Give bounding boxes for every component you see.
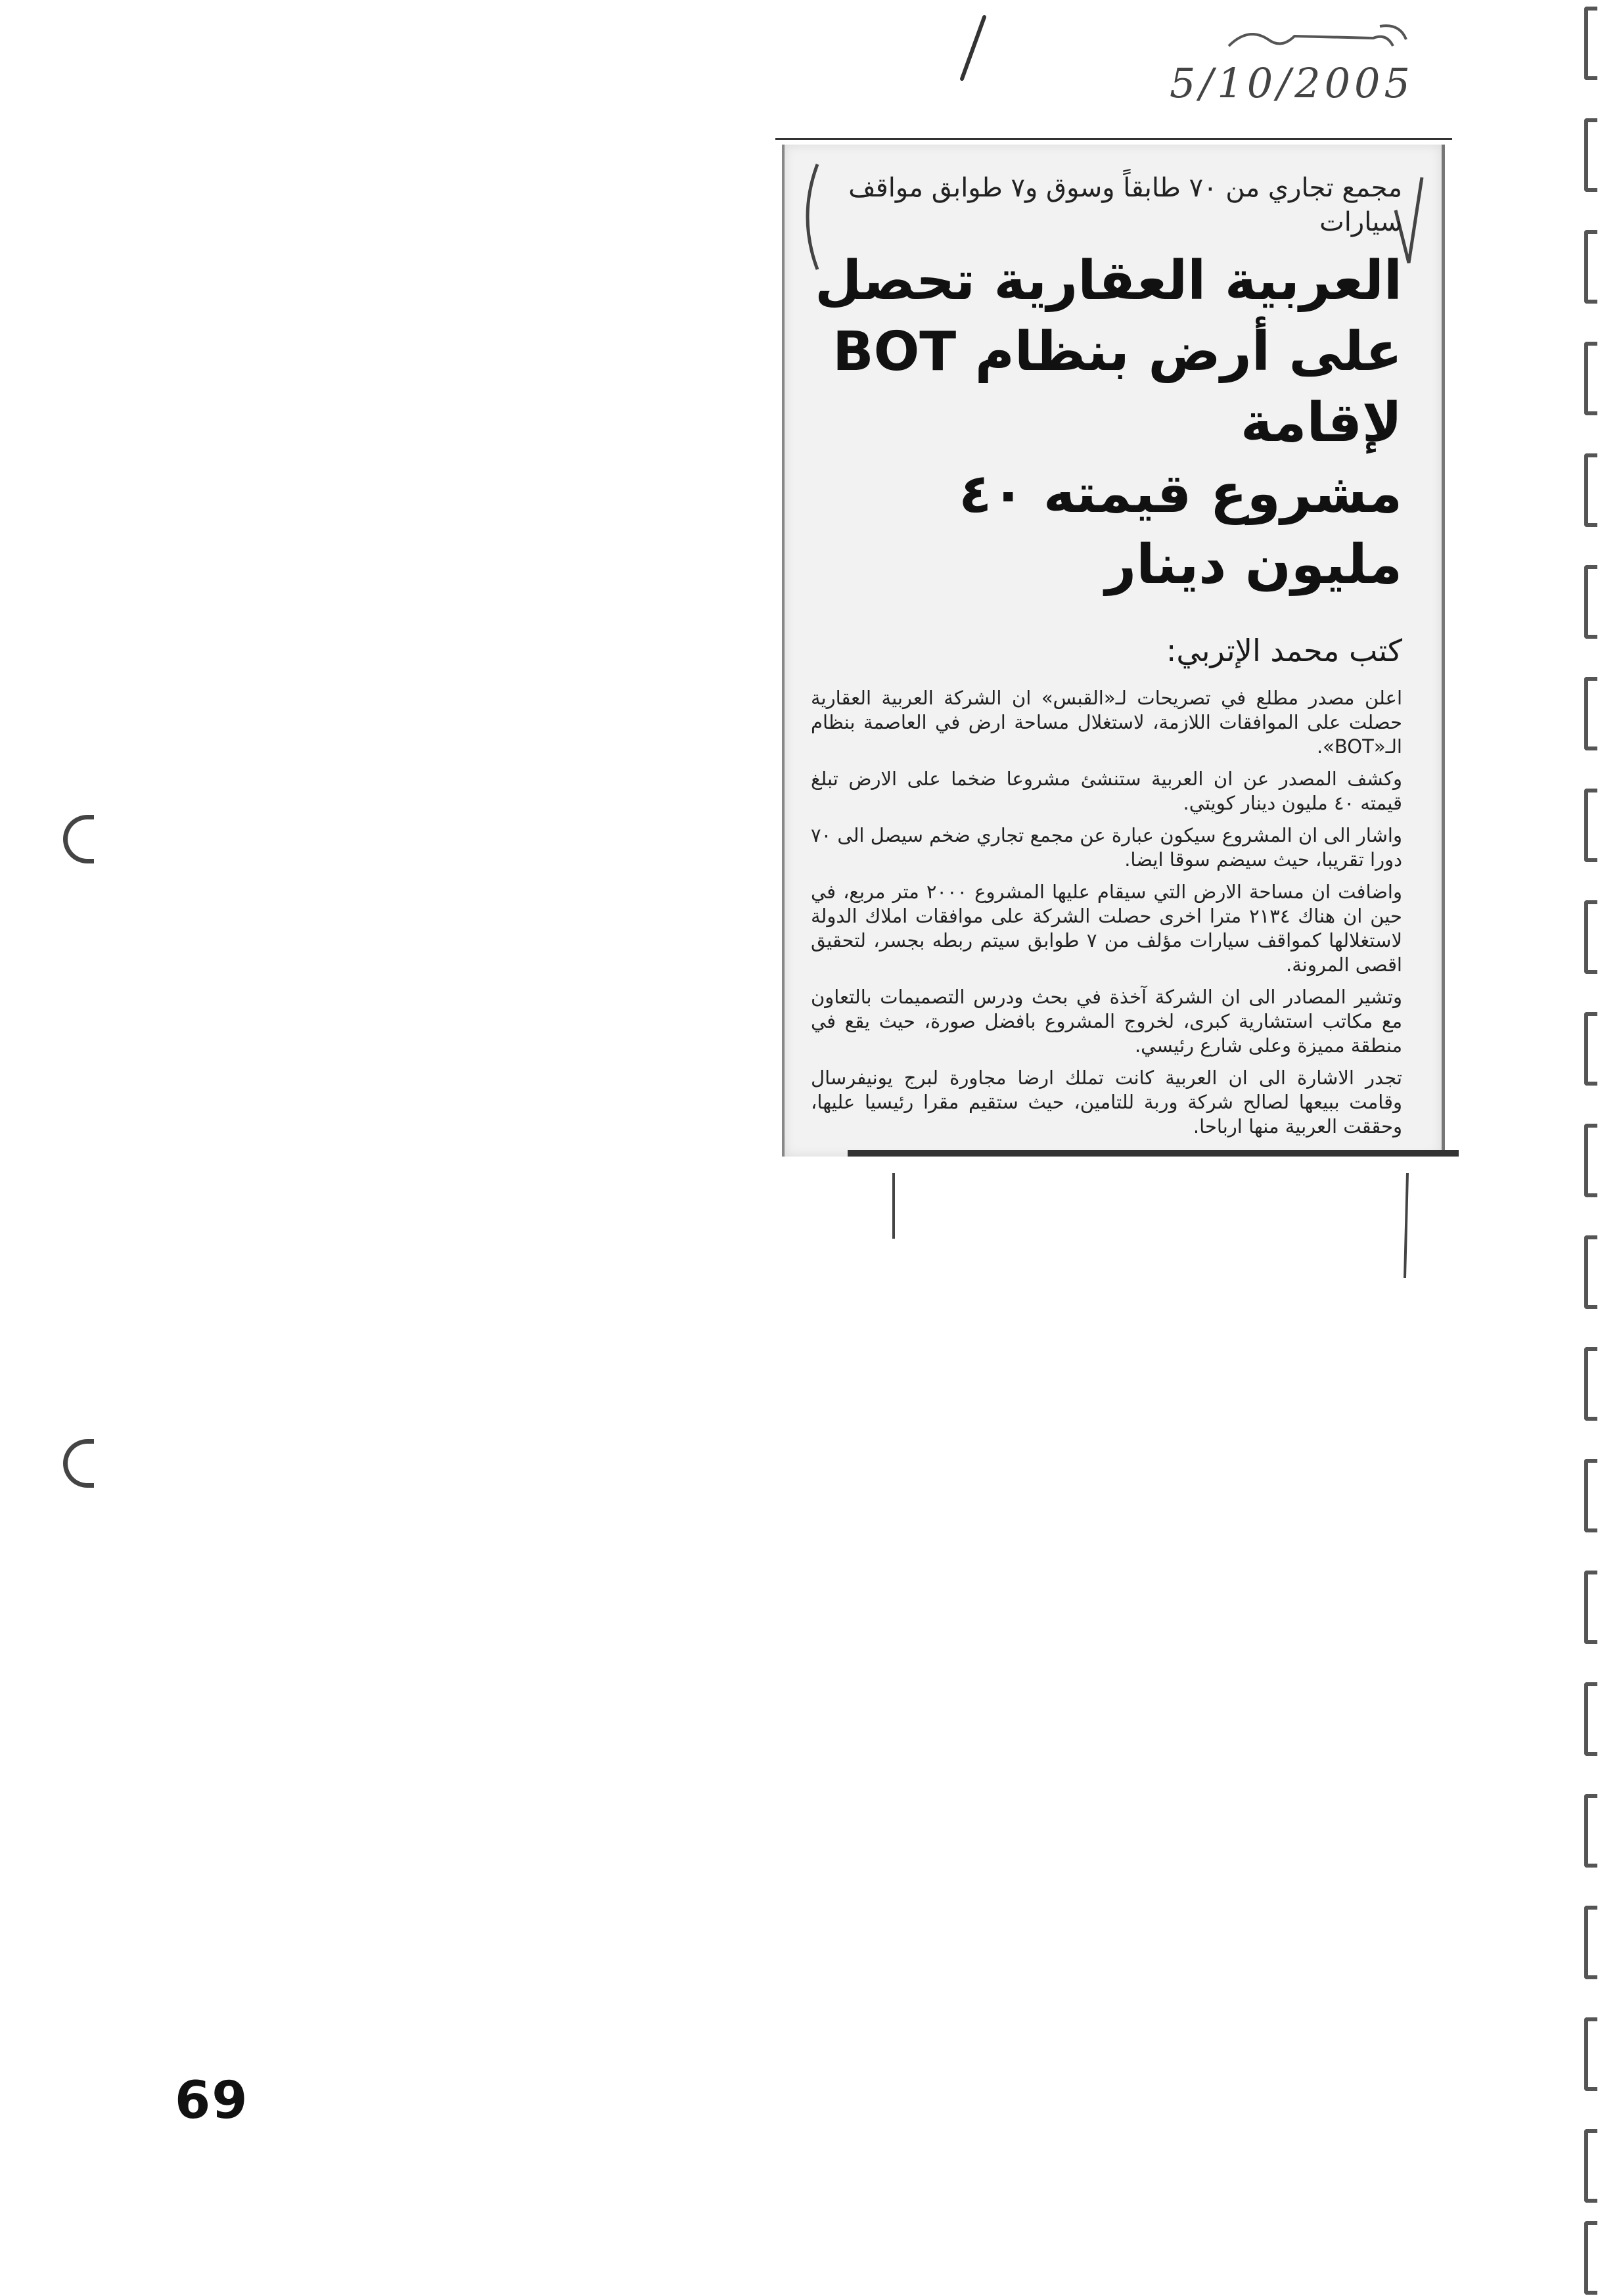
binder-hole [1584, 1235, 1597, 1309]
binder-strip [1568, 0, 1621, 2296]
article-kicker: مجمع تجاري من ٧٠ طابقاً وسوق و٧ طوابق مواقف سيارات [848, 173, 1402, 237]
binder-hole [1584, 1459, 1597, 1532]
handwritten-scribble [1222, 20, 1419, 59]
binder-hole [1584, 2221, 1597, 2295]
binder-hole [1584, 1794, 1597, 1868]
pen-mark-left [887, 1170, 900, 1242]
article-paragraph: واشار الى ان المشروع سيكون عبارة عن مجمع تجاري ضخم سيصل الى ٧٠ دورا تقريبا، حيث سيضم سوقا ايضا. [811, 824, 1402, 871]
ring-hole-mark [63, 815, 94, 863]
binder-hole [1584, 342, 1597, 415]
binder-hole [1584, 118, 1597, 192]
binder-hole [1584, 1347, 1597, 1421]
article [811, 171, 1403, 1137]
binder-hole [1584, 565, 1597, 639]
article-paragraph: واضافت ان مساحة الارض التي سيقام عليها المشروع ٢٠٠٠ متر مربع، في حين ان هناك ٢١٣٤ مترا اخرى حصلت الشركة على موافقات املاك الدولة لاستغلالها كمواقف سيارات مؤلف من ٧ طوابق سيتم ربطه بجسر، لتحقيق اقصى المرونة. [811, 881, 1403, 976]
article-byline: كتب محمد الإتربي: [1166, 633, 1402, 668]
handwritten-date: 5/10/2005 [1170, 59, 1414, 107]
article-headline-line-3: مشروع قيمته ٤٠ مليون دينار [959, 463, 1402, 596]
binder-hole [1584, 1571, 1597, 1644]
binder-hole [1584, 900, 1597, 974]
article-headline-line-2: على أرض بنظام BOT لإقامة [833, 321, 1402, 454]
clipping-top-rule [775, 138, 1452, 140]
binder-hole [1584, 677, 1597, 750]
binder-hole [1584, 789, 1597, 862]
binder-hole [1584, 2017, 1597, 2091]
binder-hole [1584, 1682, 1597, 1756]
page-number: 69 [175, 2071, 249, 2130]
article-paragraph: وكشف المصدر عن ان العربية ستنشئ مشروعا ضخما على الارض تبلغ قيمته ٤٠ مليون دينار كويتي. [811, 768, 1402, 814]
clipping-bottom-rule [848, 1150, 1459, 1157]
binder-hole [1584, 1012, 1597, 1086]
newspaper-clipping [782, 145, 1445, 1157]
article-paragraph: اعلن مصدر مطلع في تصريحات لـ«القبس» ان الشركة العربية العقارية حصلت على الموافقات اللازمة، لاستغلال مساحة ارض في العاصمة بنظام الـ«BOT». [811, 687, 1402, 758]
binder-hole [1584, 453, 1597, 527]
binder-hole [1584, 230, 1597, 304]
ring-hole-mark [63, 1439, 94, 1488]
binder-hole [1584, 1906, 1597, 1979]
binder-hole [1584, 7, 1597, 80]
binder-hole [1584, 1124, 1597, 1197]
pen-mark-right [1400, 1170, 1413, 1281]
article-headline-line-1: العربية العقارية تحصل [815, 250, 1402, 312]
binder-hole [1584, 2129, 1597, 2203]
handwritten-slash-mark [953, 13, 992, 85]
article-paragraph: وتشير المصادر الى ان الشركة آخذة في بحث ودرس التصميمات بالتعاون مع مكاتب استشارية كبرى، لخروج المشروع بافضل صورة، حيث يقع في منطقة مميزة وعلى شارع رئيسي. [811, 986, 1402, 1057]
article-paragraph: تجدر الاشارة الى ان العربية كانت تملك ارضا مجاورة لبرج يونيفرسال وقامت ببيعها لصالح شركة وربة للتامين، حيث ستقيم مقرا رئيسيا عليها، وحققت العربية منها ارباحا. [811, 1067, 1402, 1137]
